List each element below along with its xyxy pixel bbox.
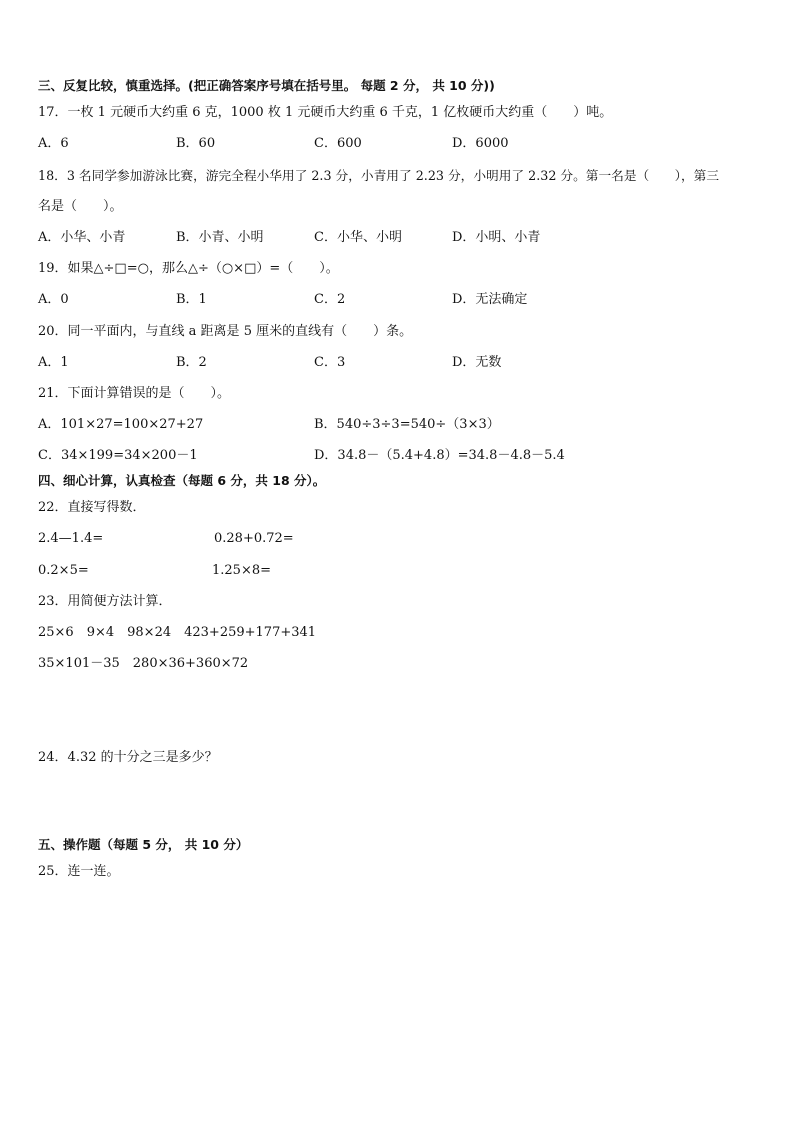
mental-math-item: 0.2×5= <box>38 563 89 578</box>
section-3-heading: 三、反复比较，慎重选择。(把正确答案序号填在括号里。 每题 2 分， 共 10 分)) <box>38 78 495 93</box>
option-d: D．无法确定 <box>452 292 528 307</box>
question-23-line1: 25×6 9×4 98×24 423+259+177+341 <box>38 625 317 640</box>
question-22: 22．直接写得数． <box>38 500 146 515</box>
mental-math-item: 1.25×8= <box>212 563 272 578</box>
option-d: D．34.8－（5.4+4.8）=34.8－4.8－5.4 <box>314 448 565 463</box>
option-c: C．小华、小明 <box>314 230 402 245</box>
option-b: B．2 <box>176 355 207 370</box>
option-a: A．小华、小青 <box>38 230 126 245</box>
option-b: B．小青、小明 <box>176 230 264 245</box>
option-d: D．无数 <box>452 355 502 370</box>
question-23-line2: 35×101－35 280×36+360×72 <box>38 656 249 671</box>
mental-math-item: 2.4—1.4= <box>38 531 104 546</box>
question-18-line2: 名是（ ）。 <box>38 199 123 214</box>
option-a: A．1 <box>38 355 69 370</box>
option-b: B．60 <box>176 136 216 151</box>
option-c: C．600 <box>314 136 362 151</box>
option-a: A．0 <box>38 292 69 307</box>
option-a: A．101×27=100×27+27 <box>38 417 204 432</box>
question-17: 17．一枚 1 元硬币大约重 6 克，1000 枚 1 元硬币大约重 6 千克，1 亿枚硬币大约重（ ）吨。 <box>38 105 613 120</box>
option-a: A．6 <box>38 136 69 151</box>
question-20: 20．同一平面内，与直线 a 距离是 5 厘米的直线有（ ）条。 <box>38 324 413 339</box>
section-4-heading: 四、细心计算，认真检查（每题 6 分，共 18 分）。 <box>38 473 326 488</box>
option-c: C．34×199=34×200－1 <box>38 448 198 463</box>
question-23: 23．用简便方法计算． <box>38 594 172 609</box>
option-d: D．6000 <box>452 136 509 151</box>
mental-math-item: 0.28+0.72= <box>214 531 294 546</box>
question-18-line1: 18．3 名同学参加游泳比赛，游完全程小华用了 2.3 分，小青用了 2.23 分，小明用了 2.32 分。第一名是（ ），第三 <box>38 168 720 183</box>
question-19: 19．如果△÷□=○，那么△÷（○×□）=（ ）。 <box>38 261 339 276</box>
section-5-heading: 五、操作题（每题 5 分， 共 10 分） <box>38 837 249 852</box>
question-21: 21．下面计算错误的是（ ）。 <box>38 386 231 401</box>
option-b: B．540÷3÷3=540÷（3×3） <box>314 417 500 432</box>
option-b: B．1 <box>176 292 207 307</box>
option-c: C．2 <box>314 292 346 307</box>
option-c: C．3 <box>314 355 346 370</box>
question-25: 25．连一连。 <box>38 864 120 879</box>
option-d: D．小明、小青 <box>452 230 541 245</box>
question-24: 24．4.32 的十分之三是多少？ <box>38 750 218 765</box>
